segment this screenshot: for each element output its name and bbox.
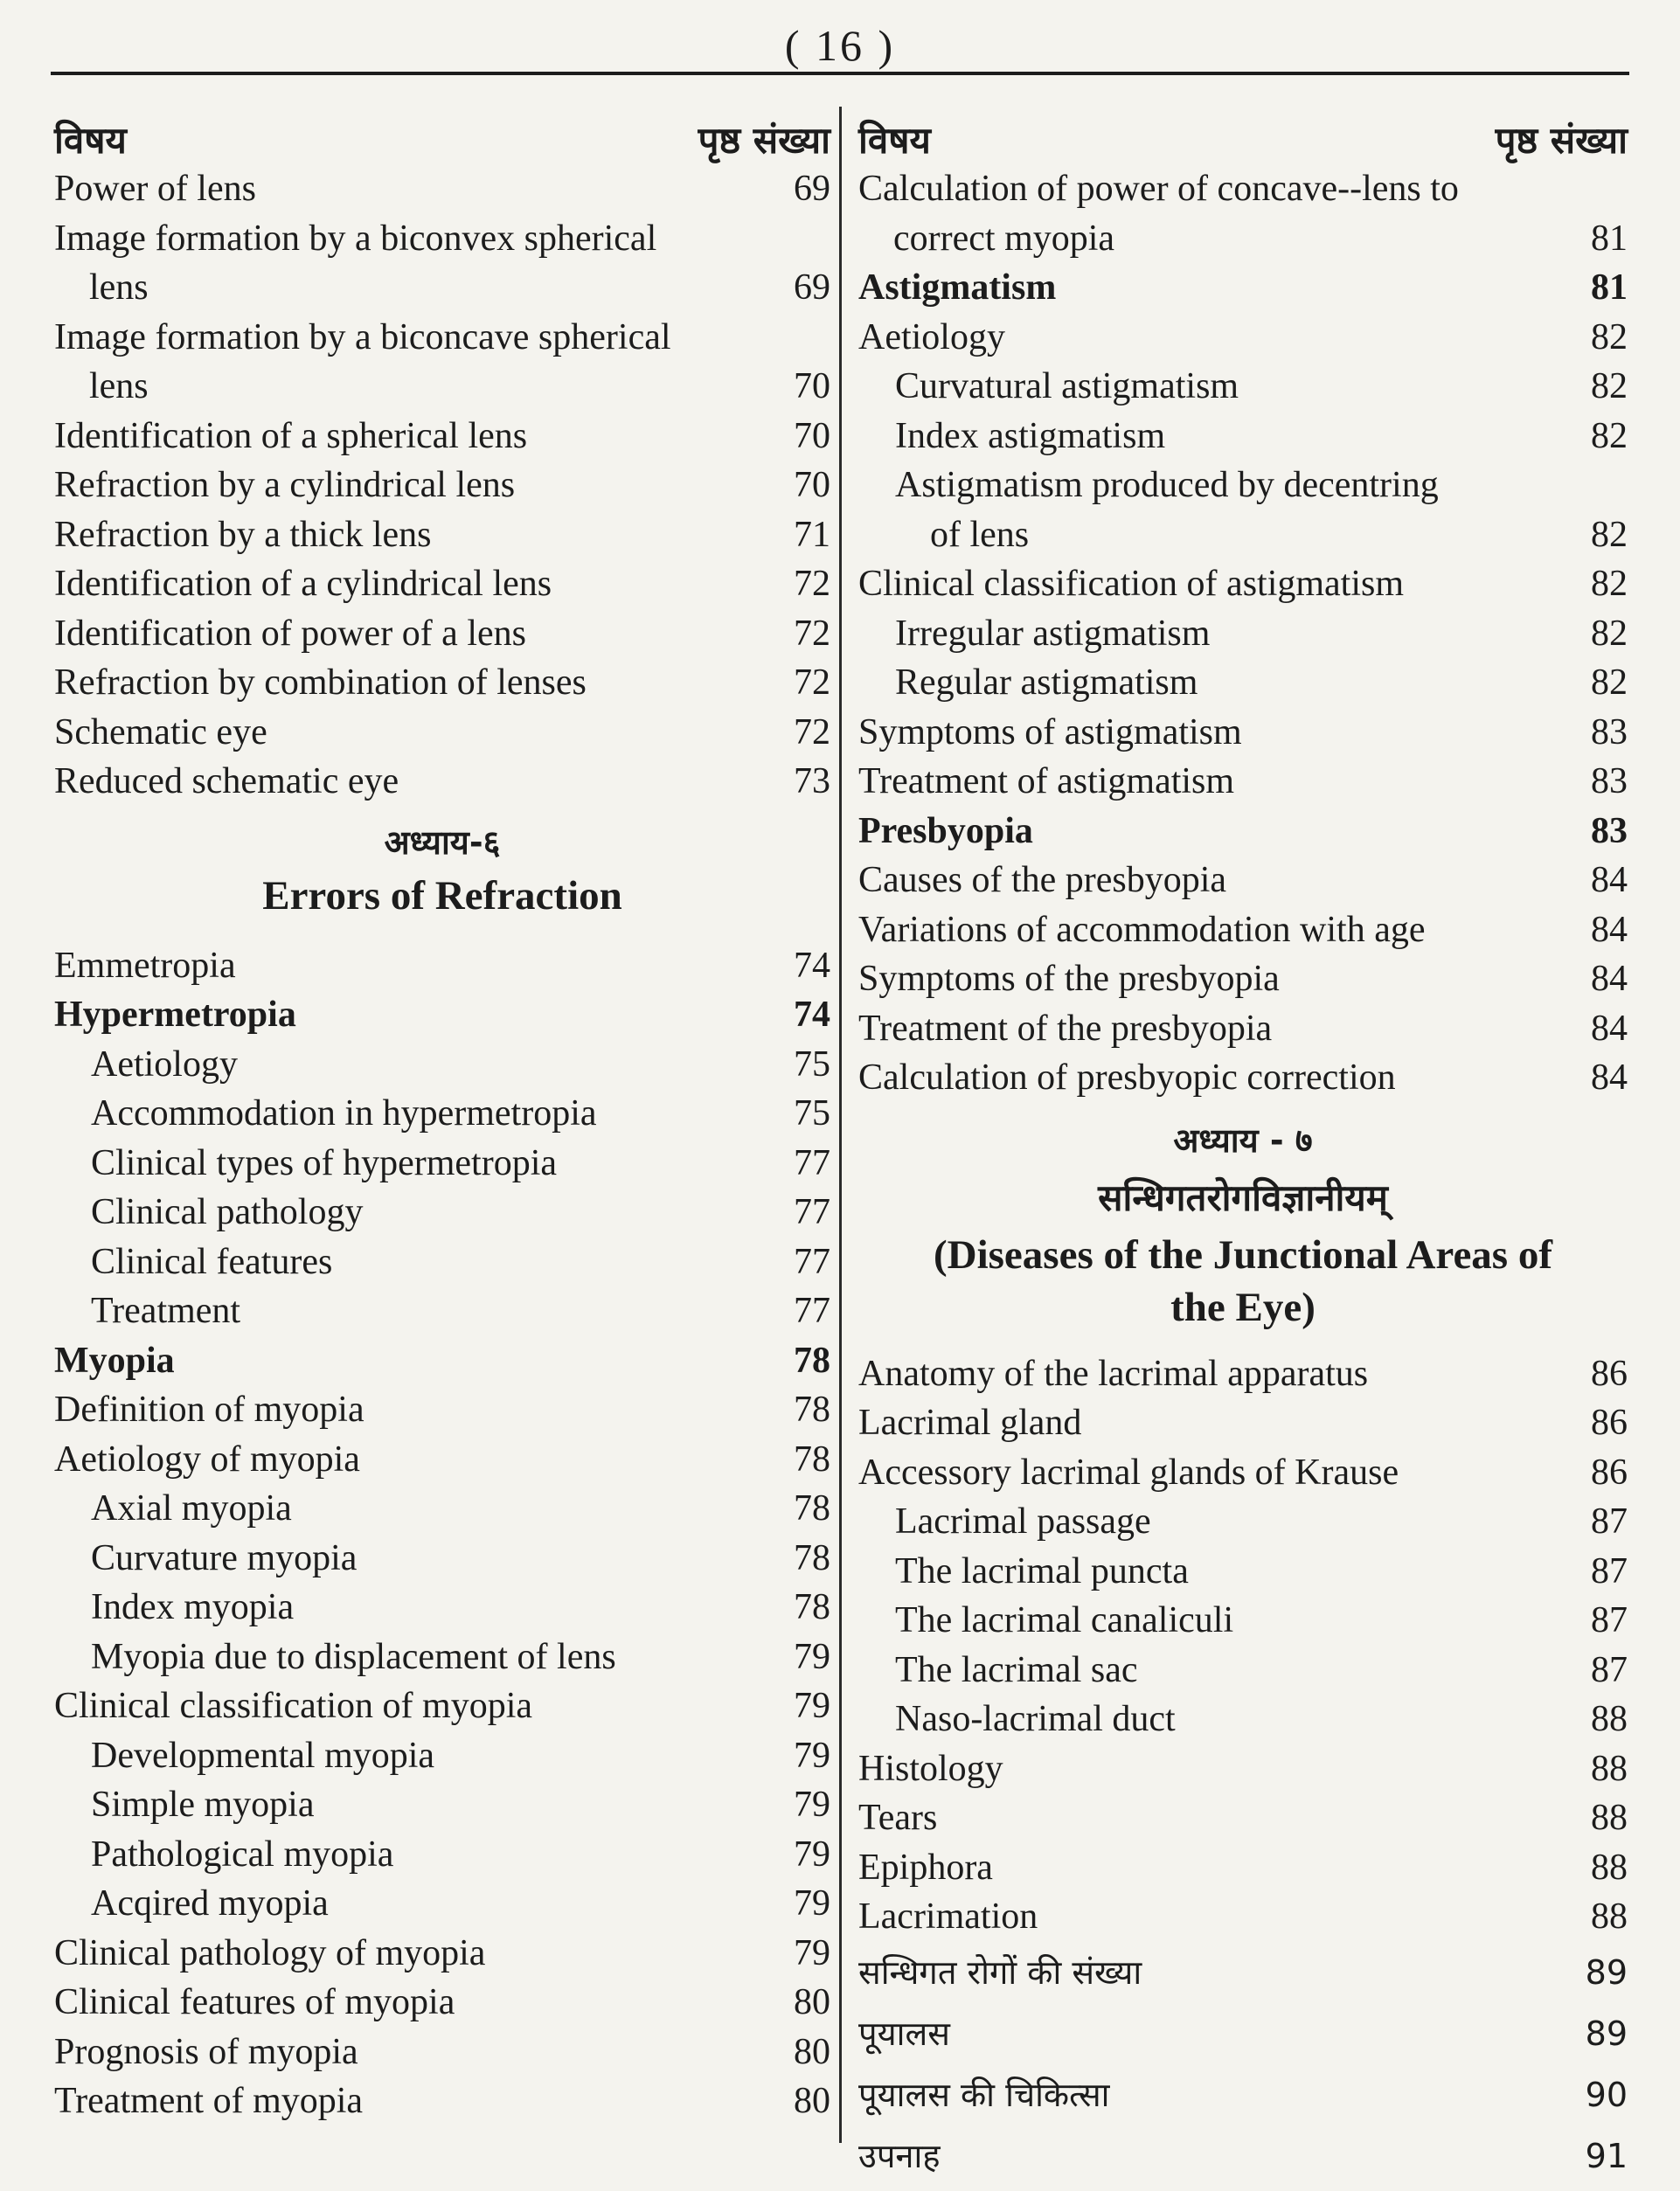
toc-entry <box>54 461 830 510</box>
toc-entry-title: Presbyopia <box>858 810 1033 851</box>
page-number-heading: पृष्ठ संख्या <box>698 119 830 162</box>
chapter-title-line2: the Eye) <box>1170 1284 1316 1330</box>
toc-entry-page: 80 <box>794 1982 830 2022</box>
toc-entry-page: 77 <box>794 1192 830 1232</box>
toc-entry-title-line1: Image formation by a biconcave spherical <box>54 316 671 357</box>
toc-entry-page: 86 <box>1591 1452 1628 1493</box>
toc-entry <box>858 1892 1628 1942</box>
toc-entry-title: Developmental myopia <box>91 1735 435 1776</box>
chapter-number: अध्याय-६ <box>384 822 501 862</box>
toc-entry-title: Clinical types of hypermetropia <box>91 1142 558 1183</box>
toc-entry-title: Prognosis of myopia <box>54 2031 358 2072</box>
subject-heading: विषय <box>858 119 931 162</box>
toc-entry <box>858 1053 1628 1103</box>
toc-entry-page: 78 <box>794 1439 830 1480</box>
toc-entry-page: 83 <box>1591 810 1628 851</box>
toc-entry-title: Symptoms of astigmatism <box>858 711 1242 752</box>
toc-entry <box>858 2125 1628 2187</box>
toc-entry-title: Emmetropia <box>54 945 236 986</box>
toc-entry-page: 80 <box>794 2031 830 2072</box>
right-column-header <box>858 107 1628 164</box>
toc-entry-title: Aetiology of myopia <box>54 1439 360 1480</box>
toc-entry <box>54 214 830 313</box>
toc-entry <box>858 263 1628 313</box>
toc-entry-page: 69 <box>794 169 830 209</box>
toc-entry-page: 84 <box>1591 1008 1628 1049</box>
toc-entry-title-line2: lens <box>89 267 149 308</box>
toc-entry <box>54 1929 830 1979</box>
toc-entry-page: 82 <box>1591 316 1628 357</box>
toc-entry-page: 79 <box>794 1834 830 1875</box>
toc-entry-title: Tears <box>858 1798 938 1838</box>
toc-entry-page: 72 <box>794 613 830 654</box>
toc-entry <box>858 609 1628 659</box>
toc-entry <box>858 1349 1628 1399</box>
toc-entry-title: Symptoms of the presbyopia <box>858 959 1280 999</box>
toc-entry-page: 82 <box>1591 366 1628 406</box>
toc-entry-page: 79 <box>794 1932 830 1973</box>
right-column <box>858 107 1628 2187</box>
toc-entry-page: 78 <box>794 1537 830 1578</box>
toc-entry <box>54 1484 830 1534</box>
toc-entry-title: Simple myopia <box>91 1785 315 1825</box>
toc-entry-page: 79 <box>794 1883 830 1924</box>
toc-entry-title-line2: of lens <box>930 514 1030 555</box>
toc-entry-page: 83 <box>1591 761 1628 801</box>
toc-entry-page: 70 <box>794 415 830 456</box>
toc-entry <box>54 1534 830 1584</box>
toc-entry <box>858 905 1628 955</box>
toc-entry-title: Definition of myopia <box>54 1390 364 1430</box>
toc-entry <box>54 1188 830 1238</box>
toc-entry-page: 79 <box>794 1686 830 1726</box>
toc-entry-page: 78 <box>794 1488 830 1529</box>
toc-entry-page: 72 <box>794 711 830 752</box>
page-number: ( 16 ) <box>784 21 896 70</box>
toc-entry <box>858 1547 1628 1597</box>
toc-entry <box>858 807 1628 856</box>
toc-entry-page: 79 <box>794 1785 830 1825</box>
toc-entry <box>858 954 1628 1004</box>
toc-entry-title: Regular astigmatism <box>895 662 1198 703</box>
toc-entry-title: Treatment of astigmatism <box>858 761 1235 801</box>
toc-entry <box>858 313 1628 363</box>
toc-entry <box>858 708 1628 758</box>
toc-entry-title: Reduced schematic eye <box>54 761 399 801</box>
header-rule <box>51 72 1629 75</box>
toc-entry-page: 79 <box>794 1735 830 1776</box>
toc-entry <box>54 1089 830 1139</box>
toc-entry-page: 77 <box>794 1291 830 1331</box>
toc-entry <box>54 1238 830 1287</box>
chapter-6-heading <box>54 807 830 941</box>
toc-entry-title: Axial myopia <box>91 1488 292 1529</box>
toc-entry <box>54 1336 830 1386</box>
toc-entry-title-line2: correct myopia <box>893 218 1115 259</box>
toc-entry <box>54 1286 830 1336</box>
toc-entry-page: 82 <box>1591 662 1628 703</box>
toc-entry-title: Treatment of myopia <box>54 2081 364 2121</box>
toc-entry-page: 87 <box>1591 1600 1628 1640</box>
toc-entry-title: Accessory lacrimal glands of Krause <box>858 1452 1399 1493</box>
toc-entry-title: The lacrimal sac <box>895 1649 1138 1690</box>
column-divider <box>839 107 842 2143</box>
toc-entry-page: 82 <box>1591 613 1628 654</box>
toc-entry-page: 80 <box>794 2081 830 2121</box>
toc-entry-title: Epiphora <box>858 1847 993 1888</box>
toc-entry <box>858 1497 1628 1547</box>
toc-entry <box>858 1942 1628 2003</box>
toc-entry <box>858 2064 1628 2125</box>
chapter-sanskrit-title: सन्धिगतरोगविज्ञानीयम् <box>1098 1175 1388 1219</box>
toc-entry-title: Curvature myopia <box>91 1537 358 1578</box>
toc-entry-title: Refraction by combination of lenses <box>54 662 587 703</box>
toc-entry-page: 86 <box>1591 1403 1628 1443</box>
toc-entry-title: Hypermetropia <box>54 995 296 1035</box>
toc-entry-page: 90 <box>1585 2075 1628 2114</box>
toc-entry-page: 82 <box>1591 564 1628 604</box>
toc-entry <box>858 164 1628 263</box>
toc-entry-title: पूयालस <box>858 2014 950 2053</box>
toc-entry-page: 88 <box>1591 1847 1628 1888</box>
toc-entry-title: Refraction by a cylindrical lens <box>54 465 516 505</box>
toc-entry-title: Power of lens <box>54 169 256 209</box>
toc-entry-title: Pathological myopia <box>91 1834 394 1875</box>
toc-entry-page: 91 <box>1585 2136 1628 2175</box>
toc-entry-page: 77 <box>794 1241 830 1282</box>
toc-entry-page: 70 <box>794 366 830 406</box>
toc-entry <box>54 658 830 708</box>
toc-entry <box>54 1879 830 1929</box>
toc-entry-page: 88 <box>1591 1798 1628 1838</box>
toc-entry <box>54 313 830 412</box>
toc-entry <box>858 362 1628 412</box>
toc-entry-page: 87 <box>1591 1550 1628 1591</box>
toc-entry-page: 82 <box>1591 514 1628 555</box>
toc-entry-title: Clinical pathology of myopia <box>54 1932 486 1973</box>
toc-entry-page: 72 <box>794 564 830 604</box>
toc-entry-title: Causes of the presbyopia <box>858 860 1227 900</box>
toc-entry-title: Schematic eye <box>54 711 267 752</box>
toc-entry-title: Astigmatism <box>858 267 1057 308</box>
toc-entry-page: 81 <box>1591 267 1628 308</box>
toc-entry <box>54 1583 830 1633</box>
toc-entry-title-line1: Astigmatism produced by decentring <box>895 465 1439 505</box>
subject-heading: विषय <box>54 119 127 162</box>
toc-entry-title: Clinical classification of astigmatism <box>858 564 1405 604</box>
toc-entry-page: 74 <box>794 945 830 986</box>
toc-entry-page: 71 <box>794 514 830 555</box>
toc-entry-page: 86 <box>1591 1353 1628 1394</box>
toc-entry-title <box>54 313 769 412</box>
toc-entry-page: 84 <box>1591 1057 1628 1098</box>
toc-entry <box>54 412 830 461</box>
toc-entry-page: 79 <box>794 1636 830 1677</box>
chapter-7-heading <box>858 1103 1628 1349</box>
toc-entry-title: Identification of a spherical lens <box>54 415 528 456</box>
toc-entry-title-line2: lens <box>89 366 149 406</box>
toc-entry <box>858 1596 1628 1646</box>
toc-entry-title: The lacrimal canaliculi <box>895 1600 1234 1640</box>
toc-entry <box>54 1830 830 1880</box>
toc-entry <box>54 559 830 609</box>
toc-entry-page: 75 <box>794 1043 830 1085</box>
toc-entry <box>54 757 830 807</box>
toc-entry-title: Aetiology <box>858 316 1005 357</box>
toc-entry-title: Identification of a cylindrical lens <box>54 564 552 604</box>
right-entries-chapter-7 <box>858 1349 1628 2187</box>
toc-entry-title: Myopia <box>54 1340 175 1381</box>
toc-entry-title <box>54 214 769 313</box>
toc-entry-page: 78 <box>794 1587 830 1627</box>
toc-entry-title: Clinical classification of myopia <box>54 1686 533 1726</box>
toc-entry-title <box>858 461 1566 559</box>
toc-entry-title: Acqired myopia <box>91 1883 329 1924</box>
toc-entry-title: Lacrimal passage <box>895 1501 1151 1542</box>
toc-entry <box>54 990 830 1040</box>
toc-entry-title: Index astigmatism <box>895 415 1166 456</box>
toc-entry-title: Index myopia <box>91 1587 295 1627</box>
toc-entry <box>54 510 830 560</box>
toc-entry <box>858 757 1628 807</box>
toc-entry-page: 88 <box>1591 1896 1628 1937</box>
chapter-title-line1: (Diseases of the Junctional Areas of <box>933 1231 1552 1278</box>
toc-entry <box>858 559 1628 609</box>
toc-entry-page: 78 <box>794 1340 830 1381</box>
toc-entry-page: 87 <box>1591 1649 1628 1690</box>
toc-entry <box>54 708 830 758</box>
toc-entry <box>54 2077 830 2126</box>
toc-entry <box>54 1681 830 1731</box>
toc-entry-page: 74 <box>794 995 830 1035</box>
toc-entry <box>54 164 830 214</box>
toc-entry <box>858 1448 1628 1498</box>
toc-entry-title: Clinical pathology <box>91 1192 364 1232</box>
toc-entry <box>858 1004 1628 1054</box>
toc-entry <box>858 461 1628 559</box>
toc-entry <box>54 1139 830 1189</box>
toc-entry-title <box>858 164 1566 263</box>
toc-entry-title: Clinical features <box>91 1241 333 1282</box>
toc-entry <box>858 1843 1628 1893</box>
toc-entry <box>54 1633 830 1682</box>
left-column-header <box>54 107 830 164</box>
toc-entry-page: 83 <box>1591 711 1628 752</box>
toc-entry-page: 82 <box>1591 415 1628 456</box>
left-entries-chapter-6 <box>54 941 830 2126</box>
toc-entry-title: Naso-lacrimal duct <box>895 1699 1176 1739</box>
toc-entry-page: 81 <box>1591 218 1628 259</box>
toc-entry-title-line1: Image formation by a biconvex spherical <box>54 218 657 259</box>
toc-entry <box>858 1793 1628 1843</box>
toc-entry-page: 78 <box>794 1390 830 1430</box>
toc-entry-page: 69 <box>794 267 830 308</box>
toc-entry-page: 87 <box>1591 1501 1628 1542</box>
toc-entry <box>858 1646 1628 1695</box>
toc-entry-page: 84 <box>1591 860 1628 900</box>
page-number-heading: पृष्ठ संख्या <box>1495 119 1628 162</box>
toc-entry <box>858 856 1628 905</box>
toc-entry-title: Anatomy of the lacrimal apparatus <box>858 1353 1369 1394</box>
toc-entry-page: 84 <box>1591 959 1628 999</box>
toc-entry-title: Aetiology <box>91 1043 238 1085</box>
chapter-title: Errors of Refraction <box>262 872 622 919</box>
toc-entry-page: 75 <box>794 1093 830 1134</box>
toc-entry <box>858 1695 1628 1744</box>
toc-entry-title: Lacrimal gland <box>858 1403 1082 1443</box>
toc-entry-title: Variations of accommodation with age <box>858 909 1426 950</box>
toc-entry-page: 70 <box>794 465 830 505</box>
toc-entry-title: Treatment of the presbyopia <box>858 1008 1273 1049</box>
toc-entry <box>54 1978 830 2028</box>
toc-entry <box>858 412 1628 461</box>
toc-entry <box>54 1435 830 1485</box>
toc-entry-title: उपनाह <box>858 2136 941 2175</box>
toc-entry-title: सन्धिगत रोगों की संख्या <box>858 1952 1142 1992</box>
toc-entry-page: 72 <box>794 662 830 703</box>
toc-entry <box>54 941 830 991</box>
toc-entry-title: Refraction by a thick lens <box>54 514 432 555</box>
toc-entry-page: 73 <box>794 761 830 801</box>
toc-entry <box>858 2003 1628 2064</box>
left-entries-before-chapter <box>54 164 830 807</box>
toc-entry <box>54 1040 830 1090</box>
toc-entry <box>858 1398 1628 1448</box>
toc-entry-page: 84 <box>1591 909 1628 950</box>
toc-entry-title: Lacrimation <box>858 1896 1038 1937</box>
toc-entry-title: Myopia due to displacement of lens <box>91 1636 616 1677</box>
toc-entry-title: The lacrimal puncta <box>895 1550 1189 1591</box>
right-entries-before-chapter <box>858 164 1628 1103</box>
toc-entry-page: 88 <box>1591 1699 1628 1739</box>
toc-entry-page: 89 <box>1585 1952 1628 1992</box>
toc-entry-page: 89 <box>1585 2014 1628 2053</box>
chapter-number: अध्याय - ७ <box>1173 1120 1313 1160</box>
toc-entry-page: 77 <box>794 1142 830 1183</box>
toc-entry <box>54 1385 830 1435</box>
toc-entry-title: Histology <box>858 1748 1003 1789</box>
toc-entry <box>54 2028 830 2077</box>
toc-entry-title: Irregular astigmatism <box>895 613 1211 654</box>
toc-entry <box>54 1780 830 1830</box>
left-column <box>54 107 830 2126</box>
toc-entry <box>858 1744 1628 1794</box>
toc-entry-page: 88 <box>1591 1748 1628 1789</box>
toc-entry-title-line1: Calculation of power of concave--lens to <box>858 169 1459 209</box>
toc-entry-title: Clinical features of myopia <box>54 1982 455 2022</box>
toc-entry-title: Treatment <box>91 1291 241 1331</box>
toc-entry <box>54 1731 830 1781</box>
toc-entry <box>858 658 1628 708</box>
toc-entry-title: पूयालस की चिकित्सा <box>858 2075 1110 2114</box>
toc-entry-title: Identification of power of a lens <box>54 613 526 654</box>
toc-entry <box>54 609 830 659</box>
toc-entry-title: Accommodation in hypermetropia <box>91 1093 597 1134</box>
toc-entry-title: Calculation of presbyopic correction <box>858 1057 1396 1098</box>
toc-entry-title: Curvatural astigmatism <box>895 366 1239 406</box>
